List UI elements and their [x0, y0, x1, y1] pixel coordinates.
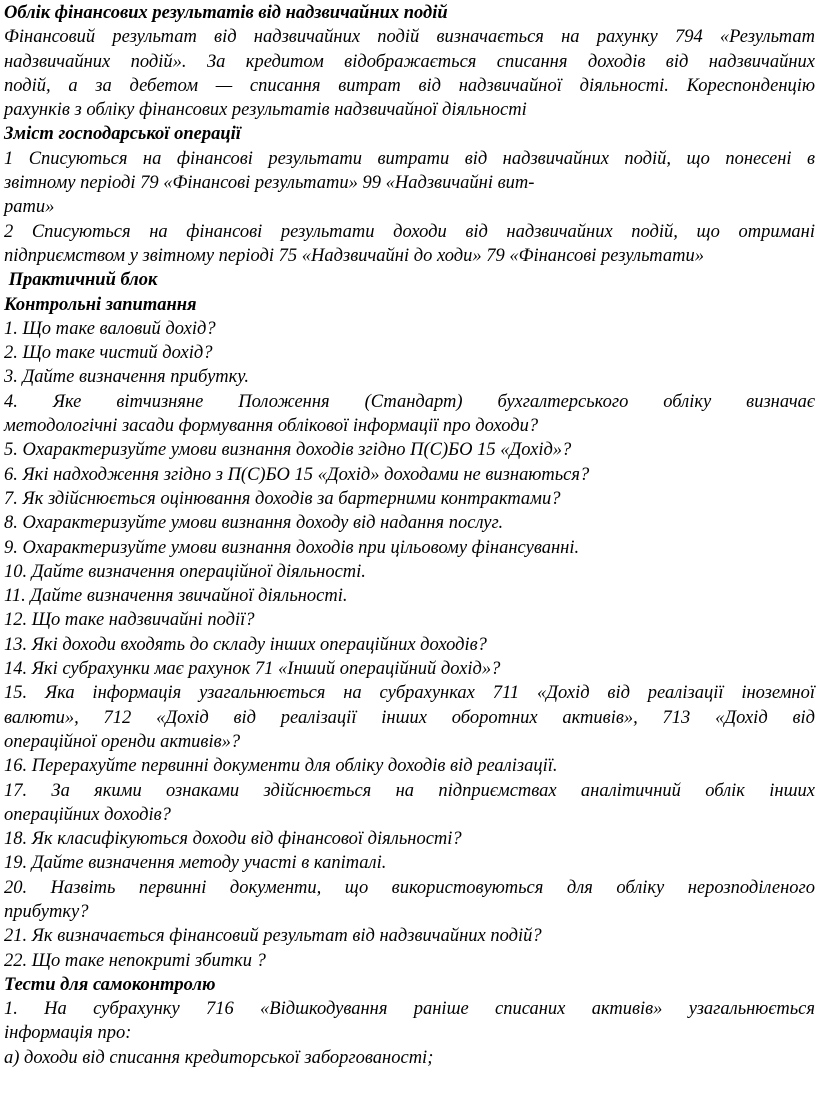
question-line: методологічні засади формування облікової інформації про доходи? — [4, 416, 539, 437]
question-line: 5. Охарактеризуйте умови визнання доходів згідно П(С)БО 15 «Дохід»? — [4, 440, 572, 461]
question-line: 14. Які субрахунки має рахунок 71 «Інший операційний дохід»? — [4, 659, 501, 680]
intro-line: подій, а за дебетом — списання витрат від надзвичайної діяльності. Кореспонденцію — [4, 75, 815, 96]
question-line: 1. Що таке валовий дохід? — [4, 318, 216, 339]
operation-line: рати» — [4, 197, 55, 218]
test-line: 1. На субрахунку 716 «Відшкодування раніше списаних активів» узагальнюється — [4, 999, 815, 1020]
question-line: 18. Як класифікуються доходи від фінансової діяльності? — [4, 829, 462, 850]
question-line: 15. Яка інформація узагальнюється на субрахунках 711 «Дохід від реалізації іноземної — [4, 683, 815, 704]
question-line: 17. За якими ознаками здійснюється на підприємствах аналітичний облік інших — [4, 780, 815, 801]
test-line: інформація про: — [4, 1023, 132, 1044]
operation-line: підприємством у звітному періоді 75 «Надзвичайні до ходи» 79 «Фінансові результати» — [4, 245, 704, 266]
operation-line: 2 Списуються на фінансові результати доходи від надзвичайних подій, що отримані — [4, 221, 815, 242]
question-line: 6. Які надходження згідно з П(С)БО 15 «Дохід» доходами не визнаються? — [4, 464, 590, 485]
question-line: операційних доходів? — [4, 804, 171, 825]
question-line: 2. Що таке чистий дохід? — [4, 343, 213, 364]
operation-line: звітному періоді 79 «Фінансові результати» 99 «Надзвичайні вит- — [4, 173, 535, 194]
questions-heading: Контрольні запитання — [4, 294, 197, 315]
question-line: 10. Дайте визначення операційної діяльності. — [4, 561, 366, 582]
question-line: 19. Дайте визначення методу участі в капіталі. — [4, 853, 387, 874]
question-line: 8. Охарактеризуйте умови визнання доходу від надання послуг. — [4, 513, 504, 534]
question-line: 4. Яке вітчизняне Положення (Стандарт) бухгалтерського обліку визначає — [4, 391, 815, 412]
intro-line: рахунків з обліку фінансових результатів надзвичайної діяльності — [4, 100, 527, 121]
section-title: Облік фінансових результатів від надзвичайних подій — [4, 3, 448, 23]
question-line: 3. Дайте визначення прибутку. — [4, 367, 249, 388]
question-line: 7. Як здійснюється оцінювання доходів за бартерними контрактами? — [4, 488, 561, 509]
question-line: 20. Назвіть первинні документи, що використовуються для обліку нерозподіленого — [4, 877, 815, 898]
question-line: 9. Охарактеризуйте умови визнання доходів при цільовому фінансуванні. — [4, 537, 580, 558]
operations-heading: Зміст господарської операції — [4, 124, 241, 145]
question-line: 22. Що таке непокриті збитки ? — [4, 950, 266, 971]
question-line: валюти», 712 «Дохід від реалізації інших оборотних активів», 713 «Дохід від — [4, 707, 815, 728]
question-line: 21. Як визначається фінансовий результат від надзвичайних подій? — [4, 926, 542, 947]
question-line: 16. Перерахуйте первинні документи для обліку доходів від реалізації. — [4, 756, 558, 777]
operation-line: 1 Списуються на фінансові результати витрати від надзвичайних подій, що понесені в — [4, 148, 815, 169]
question-line: 13. Які доходи входять до складу інших операційних доходів? — [4, 634, 487, 655]
question-line: прибутку? — [4, 901, 89, 922]
test-line: а) доходи від списання кредиторської заборгованості; — [4, 1047, 434, 1068]
question-line: операційної оренди активів»? — [4, 731, 241, 752]
tests-heading: Тести для самоконтролю — [4, 974, 216, 995]
question-line: 11. Дайте визначення звичайної діяльності. — [4, 586, 348, 607]
intro-line: Фінансовий результат від надзвичайних подій визначається на рахунку 794 «Результат — [4, 27, 815, 48]
practical-heading: Практичний блок — [4, 270, 158, 291]
intro-line: надзвичайних подій». За кредитом відображається списання доходів від надзвичайних — [4, 51, 815, 72]
question-line: 12. Що таке надзвичайні події? — [4, 610, 255, 631]
